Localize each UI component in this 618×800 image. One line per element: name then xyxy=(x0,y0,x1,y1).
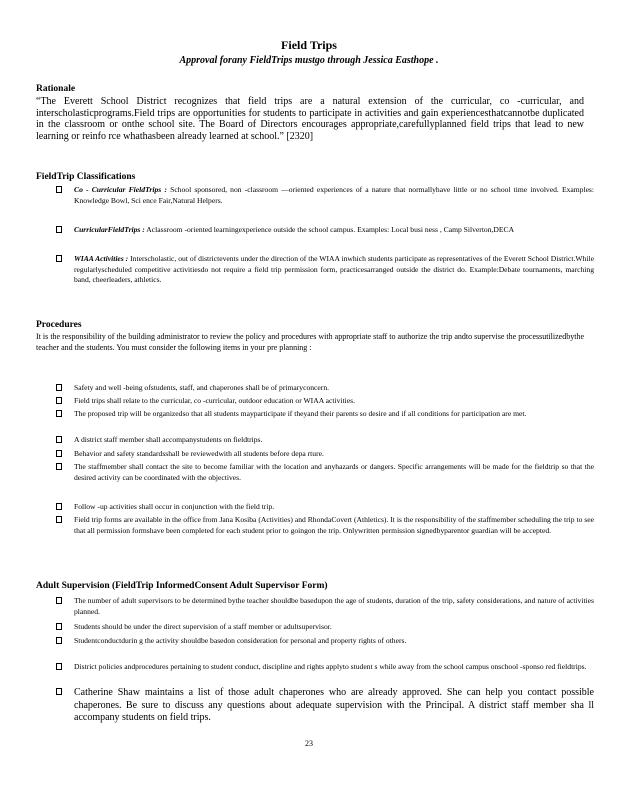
checkbox-icon xyxy=(56,397,62,404)
procedure-item xyxy=(56,435,594,446)
rationale-heading: Rationale xyxy=(36,84,76,94)
checkbox-icon xyxy=(56,637,62,644)
checkbox-icon xyxy=(56,597,62,604)
checkbox-icon xyxy=(56,663,62,670)
classification-lead: CurricularFieldTrips : xyxy=(74,225,145,234)
approval-note: Approval forany FieldTrips mustgo through Jessica Easthope . xyxy=(179,55,439,66)
supervision-text: Students should be under the direct supervision of a staff member or adultsupervisor. xyxy=(74,622,332,631)
checkbox-icon xyxy=(56,384,62,391)
procedure-item xyxy=(56,449,594,460)
checkbox-icon xyxy=(56,503,62,510)
procedures-heading: Procedures xyxy=(36,320,82,330)
classification-text: Aclassroom -oriented learningexperience outside the school campus. Examples: Local busi ness , Camp Silverton,DECA xyxy=(144,225,515,234)
procedure-text: Behavior and safety standardsshall be reviewedwith all students before depa rture. xyxy=(74,449,324,458)
procedures-intro: It is the responsibility of the building administrator to review the policy and procedures with appropriate staff to authorize the trip andto supervise the processutilizedbythe teacher and the students. You must consider the following items in your pre planning : xyxy=(36,332,584,352)
supervision-item xyxy=(56,636,594,647)
procedure-item xyxy=(56,383,594,394)
checkbox-icon xyxy=(56,450,62,457)
supervision-item xyxy=(56,622,594,633)
classification-item xyxy=(56,225,594,236)
procedure-text: Field trips shall relate to the curricular, co -curricular, outdoor education or WIAA activities. xyxy=(74,396,355,405)
classification-item xyxy=(56,254,594,286)
checkbox-icon xyxy=(56,410,62,417)
classifications-heading: FieldTrip Classifications xyxy=(36,172,136,182)
supervision-item xyxy=(56,596,594,617)
checkbox-icon xyxy=(56,186,62,193)
checkbox-icon xyxy=(56,226,62,233)
checkbox-icon xyxy=(56,255,62,262)
checkbox-icon xyxy=(56,516,62,523)
checkbox-icon xyxy=(56,463,62,470)
classification-text: School sponsored, non -classroom —oriented experiences of a nature that normallyhave little or no school time involved. Examples: Knowledge Bowl, Sci ence Fair,Natural Helpers. xyxy=(74,185,595,205)
classification-lead: WIAA Activities : xyxy=(74,254,129,263)
supervision-text: Catherine Shaw maintains a list of those adult chaperones who are already approved. She can help you contact possible chaperones. Be sure to discuss any questions about adequate supervision with the Principal. A district staff member sha ll accompany students on field trips. xyxy=(74,687,594,723)
procedure-text: A district staff member shall accompanystudents on fieldtrips. xyxy=(74,435,263,444)
checkbox-icon xyxy=(56,623,62,630)
procedure-item xyxy=(56,515,594,536)
supervision-item xyxy=(56,687,594,725)
procedure-text: Field trip forms are available in the office from Jana Kosiba (Activities) and RhondaCovert (Athletics). It is the responsibility of the staffmember scheduling the trip to see that all permission formshave been completed for each student prior to goingon the trip. Onlywritten permission signedbyparentor guardian will be accepted. xyxy=(74,515,594,535)
supervision-item xyxy=(56,662,594,673)
adult-supervision-heading: Adult Supervision (FieldTrip InformedConsent Adult Supervisor Form) xyxy=(36,581,328,591)
procedure-text: The proposed trip will be organizedso that all students mayparticipate if theyand their parents so desire and if all conditions for participation are met. xyxy=(74,409,527,418)
procedure-text: Follow -up activities shall occur in conjunction with the field trip. xyxy=(74,502,275,511)
procedure-item xyxy=(56,396,594,407)
supervision-text: Studentconductdurin g the activity shouldbe basedon consideration for personal and property rights of others. xyxy=(74,636,407,645)
classification-lead: Co - Curricular FieldTrips : xyxy=(74,185,167,194)
procedure-text: The staffmember shall contact the site to become familiar with the location and anyhazards or dangers. Specific arrangements will be made for the fieldtrip so that the desired activity can be coordinated with the objectives. xyxy=(74,462,594,482)
procedure-item xyxy=(56,502,594,513)
procedure-item xyxy=(56,409,594,420)
procedure-text: Safety and well -being ofstudents, staff, and chaperones shall be of primaryconcern. xyxy=(74,383,330,392)
page-number: 23 xyxy=(305,739,313,748)
classification-item xyxy=(56,185,594,206)
rationale-text: “The Everett School District recognizes that field trips are a natural extension of the curricular, co -curricular, and interscholasticprograms.Field trips are opportunities for students to participate in activities and gain experiencesthatcannotbe duplicated in the classroom or onthe school site. The Board of Directors encourages appropriate,carefullyplanned field trips that lead to new learning or reinfo rce whathasbeen already learned at school.” [2320] xyxy=(36,96,584,142)
supervision-text: District policies andprocedures pertaining to student conduct, discipline and rights applyto student s while away from the school campus onschool -sponso red fieldtrips. xyxy=(74,662,587,671)
procedure-item xyxy=(56,462,594,483)
supervision-text: The number of adult supervisors to be determined bythe teacher shouldbe basedupon the age of students, duration of the trip, safety considerations, and nature of activities planned. xyxy=(74,596,594,616)
checkbox-icon xyxy=(56,436,62,443)
page-title: Field Trips xyxy=(281,38,337,52)
classification-text: Interscholastic, out of districtevents under the direction of the WIAA inwhich students participate as representatives of the Everett School District.While regularlyscheduled competitive activitiesdo not require a field trip permission form, practicesarranged outside the district do. Example:Debate tournaments, marching band, cheerleaders, athletics. xyxy=(74,254,594,284)
checkbox-icon xyxy=(56,688,62,695)
